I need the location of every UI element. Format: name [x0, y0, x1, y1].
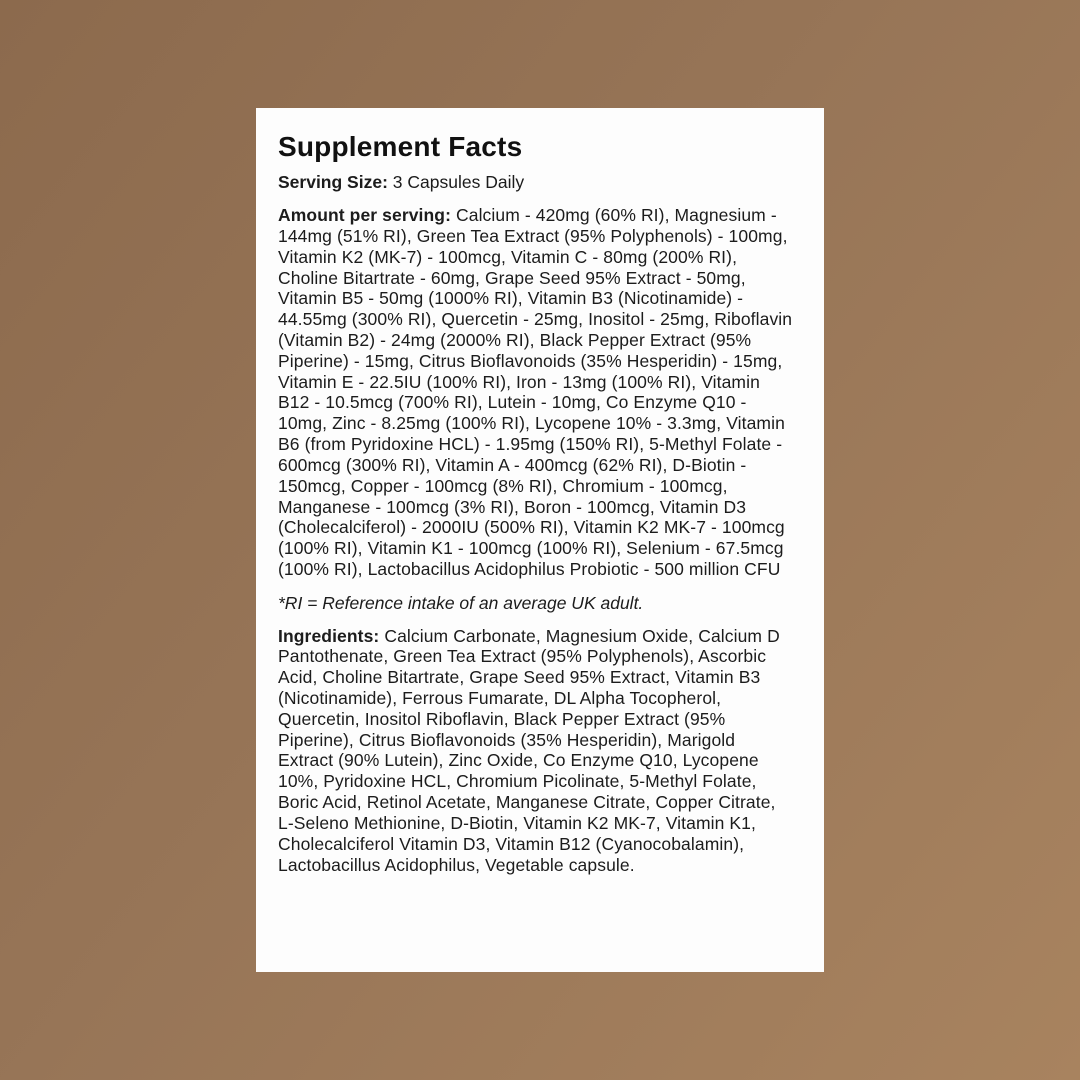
supplement-label-card [256, 108, 824, 972]
ingredients-text: Calcium Carbonate, Magnesium Oxide, Calcium D Pantothenate, Green Tea Extract (95% Polyphenols), Ascorbic Acid, Choline Bitartrate, Grape Seed 95% Extract, Vitamin B3 (Nicotinamide), Ferrous Fumarate, DL Alpha Tocopherol, Quercetin, Inositol Riboflavin, Black Pepper Extract (95% Piperine), Citrus Bioflavonoids (35% Hesperidin), Marigold Extract (90% Lutein), Zinc Oxide, Co Enzyme Q10, Lycopene 10%, Pyridoxine HCL, Chromium Picolinate, 5-Methyl Folate, Boric Acid, Retinol Acetate, Manganese Citrate, Copper Citrate, L-Seleno Methionine, D-Biotin, Vitamin K2 MK-7, Vitamin K1, Cholecalciferol Vitamin D3, Vitamin B12 (Cyanocobalamin), Lactobacillus Acidophilus, Vegetable capsule. [278, 625, 780, 875]
ingredients-paragraph [278, 626, 794, 876]
serving-size-value: 3 Capsules Daily [392, 172, 525, 193]
amount-per-serving-text: Calcium - 420mg (60% RI), Magnesium - 144mg (51% RI), Green Tea Extract (95% Polyphenols) - 100mg, Vitamin K2 (MK-7) - 100mcg, Vitamin C - 80mg (200% RI), Choline Bitartrate - 60mg, Grape Seed 95% Extract - 50mg, Vitamin B5 - 50mg (1000% RI), Vitamin B3 (Nicotinamide) - 44.55mg (300% RI), Quercetin - 25mg, Inositol - 25mg, Riboflavin (Vitamin B2) - 24mg (2000% RI), Black Pepper Extract (95% Piperine) - 15mg, Citrus Bioflavonoids (35% Hesperidin) - 15mg, Vitamin E - 22.5IU (100% RI), Iron - 13mg (100% RI), Vitamin B12 - 10.5mcg (700% RI), Lutein - 10mg, Co Enzyme Q10 - 10mg, Zinc - 8.25mg (100% RI), Lycopene 10% - 3.3mg, Vitamin B6 (from Pyridoxine HCL) - 1.95mg (150% RI), 5-Methyl Folate - 600mcg (300% RI), Vitamin A - 400mcg (62% RI), D-Biotin - 150mcg, Copper - 100mcg (8% RI), Chromium - 100mcg, Manganese - 100mcg (3% RI), Boron - 100mcg, Vitamin D3 (Cholecalciferol) - 2000IU (500% RI), Vitamin K2 MK-7 - 100mcg (100% RI), Vitamin K1 - 100mcg (100% RI), Selenium - 67.5mcg (100% RI), Lactobacillus Acidophilus Probiotic - 500 million CFU [278, 205, 793, 579]
serving-size-label: Serving Size: [278, 172, 388, 193]
amount-per-serving-label: Amount per serving: [278, 205, 452, 226]
label-title: Supplement Facts [278, 131, 523, 162]
amount-per-serving-paragraph [278, 205, 794, 580]
ri-reference-note: *RI = Reference intake of an average UK adult. [278, 592, 644, 613]
ingredients-label: Ingredients: [278, 625, 380, 646]
serving-size-line [278, 172, 792, 193]
